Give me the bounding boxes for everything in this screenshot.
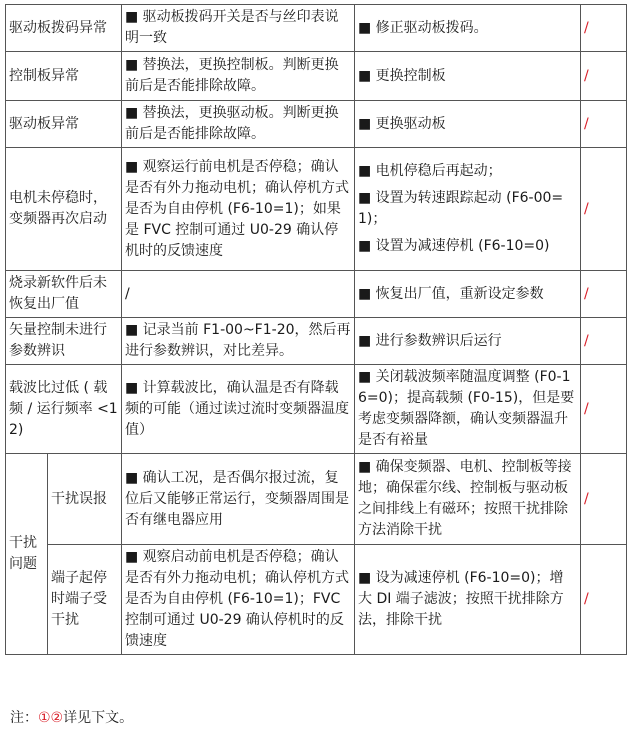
extra-mark: /	[581, 454, 627, 545]
footnote-refs: ①②	[38, 710, 64, 726]
cause-check: ■ 替换法，更换控制板。判断更换前后是否能排除故障。	[122, 52, 355, 101]
action-cell	[355, 271, 581, 318]
fault-name: 烧录新软件后未恢复出厂值	[6, 271, 122, 318]
action-item: ■ 关闭载波频率随温度调整 (F0-16=0)；提高载频 (F0-15)，但是要考虑变频器降额，确认变频器温升是否有裕量	[358, 369, 575, 448]
table-row	[6, 365, 627, 454]
action-cell	[355, 454, 581, 545]
action-item: ■ 确保变频器、电机、控制板等接地；确保霍尔线、控制板与驱动板之间排线上有磁环；按照干扰排除方法消除干扰	[358, 459, 572, 538]
group-label: 干扰问题	[6, 454, 48, 655]
action-cell	[355, 148, 581, 271]
action-cell	[355, 52, 581, 101]
fault-name: 控制板异常	[6, 52, 122, 101]
fault-name: 端子起停时端子受干扰	[48, 545, 122, 655]
extra-mark: /	[581, 318, 627, 365]
action-item: ■ 设为减速停机 (F6-10=0)；增大 DI 端子滤波；按照干扰排除方法，排除干扰	[358, 570, 564, 628]
cause-check: ■ 观察启动前电机是否停稳；确认是否有外力拖动电机；确认停机方式是否为自由停机 (F6-10=1)；FVC 控制可通过 U0-29 确认停机时的反馈速度	[122, 545, 355, 655]
table-row	[6, 5, 627, 52]
footnote-prefix: 注：	[10, 710, 38, 726]
action-item: ■ 设置为转速跟踪起动 (F6-00=1)；	[358, 190, 564, 227]
action-item: ■ 进行参数辨识后运行	[358, 332, 502, 349]
cause-check: /	[122, 271, 355, 318]
action-item: ■ 更换驱动板	[358, 115, 446, 132]
footnote	[10, 708, 133, 728]
extra-mark: /	[581, 545, 627, 655]
table-row	[6, 318, 627, 365]
table-row	[6, 545, 627, 655]
extra-mark: /	[581, 101, 627, 148]
table-row	[6, 101, 627, 148]
action-item: ■ 修正驱动板拨码。	[358, 19, 488, 36]
footnote-text: 详见下文。	[63, 710, 134, 726]
fault-name: 干扰误报	[48, 454, 122, 545]
table-row	[6, 271, 627, 318]
action-item: ■ 更换控制板	[358, 67, 446, 84]
action-cell	[355, 365, 581, 454]
fault-name: 电机未停稳时，变频器再次启动	[6, 148, 122, 271]
table-row	[6, 52, 627, 101]
fault-name: 驱动板异常	[6, 101, 122, 148]
action-cell	[355, 318, 581, 365]
fault-name: 载波比过低 ( 载频 / 运行频率 <12)	[6, 365, 122, 454]
fault-table	[5, 4, 627, 655]
action-item: ■ 恢复出厂值，重新设定参数	[358, 285, 544, 302]
extra-mark: /	[581, 148, 627, 271]
action-cell	[355, 545, 581, 655]
cause-check: ■ 观察运行前电机是否停稳；确认是否有外力拖动电机；确认停机方式是否为自由停机 (F6-10=1)；如果是 FVC 控制可通过 U0-29 确认停机时的反馈速度	[122, 148, 355, 271]
cause-check: ■ 驱动板拨码开关是否与丝印表说明一致	[122, 5, 355, 52]
table-row	[6, 148, 627, 271]
cause-check: ■ 替换法，更换驱动板。判断更换前后是否能排除故障。	[122, 101, 355, 148]
fault-name: 矢量控制未进行参数辨识	[6, 318, 122, 365]
action-cell	[355, 101, 581, 148]
action-item: ■ 电机停稳后再起动；	[358, 163, 502, 179]
extra-mark: /	[581, 5, 627, 52]
table-row	[6, 454, 627, 545]
fault-table-body	[6, 5, 627, 655]
cause-check: ■ 计算载波比，确认温是否有降载频的可能（通过读过流时变频器温度值）	[122, 365, 355, 454]
extra-mark: /	[581, 365, 627, 454]
action-cell	[355, 5, 581, 52]
cause-check: ■ 记录当前 F1-00~F1-20，然后再进行参数辨识，对比差异。	[122, 318, 355, 365]
cause-check: ■ 确认工况，是否偶尔报过流，复位后又能够正常运行，变频器周围是否有继电器应用	[122, 454, 355, 545]
extra-mark: /	[581, 271, 627, 318]
fault-name: 驱动板拨码异常	[6, 5, 122, 52]
extra-mark: /	[581, 52, 627, 101]
action-item: ■ 设置为减速停机 (F6-10=0)	[358, 238, 550, 254]
